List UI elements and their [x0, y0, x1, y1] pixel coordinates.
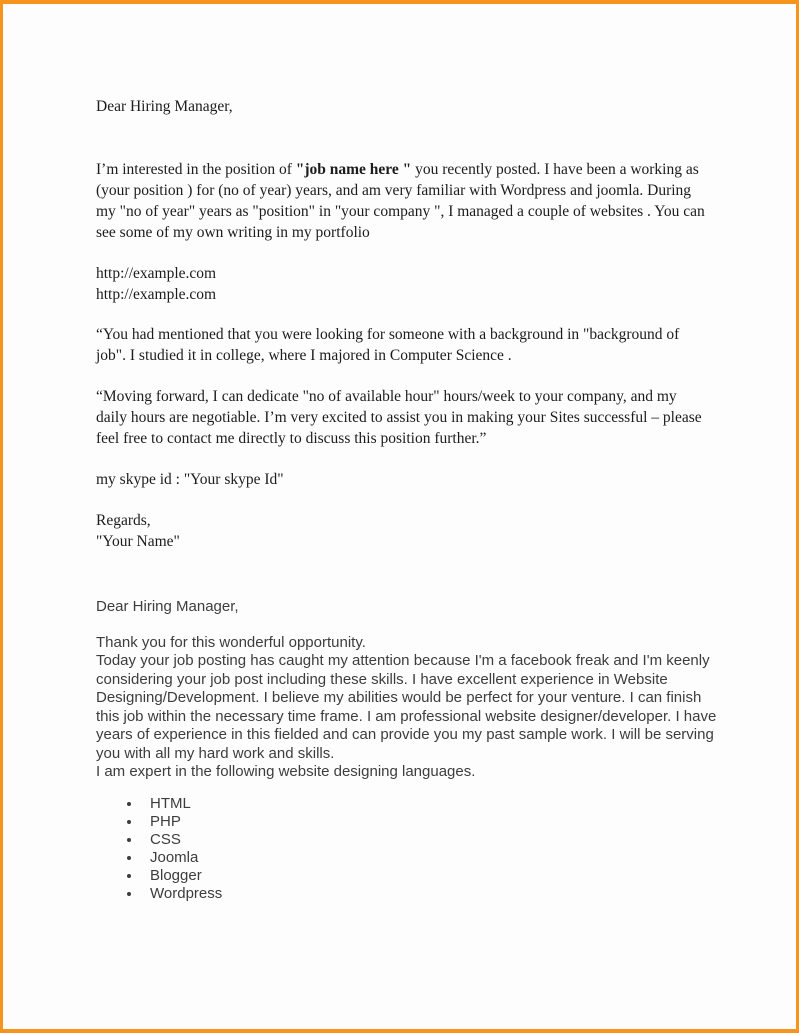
skill-item-wordpress: • Wordpress [142, 885, 718, 903]
signature-name: "Your Name" [96, 533, 180, 550]
skill-item-blogger: • Blogger [142, 867, 718, 885]
signature-block [96, 510, 708, 552]
intro-paragraph [96, 159, 708, 243]
body-paragraph: Today your job posting has caught my attention because I'm a facebook freak and I'm keenly considering your job post including these skills. I have excellent experience in Website Designing/Development. I believe my abilities would be perfect for your venture. I can finish this job within the necessary time frame. I am professional website designer/developer. I have years of experience in this fielded and can provide you my past sample work. I will be serving you with all my hard work and skills. [96, 652, 717, 762]
portfolio-link-1: http://example.com [96, 265, 217, 282]
salutation-line-2: Dear Hiring Manager, [96, 598, 239, 615]
skill-item-php: • PHP [142, 813, 718, 831]
page-content [3, 4, 796, 903]
intro-text-after-bold: you recently posted. I have been a working as (your position ) for (no of year) years, and am very familiar with Wordpress and joomla. During my "no of year" years as "position" in "your company ", I managed a couple of websites . You can see some of my own writing in my portfolio [96, 161, 705, 241]
background-paragraph: “You had mentioned that you were looking for someone with a background in "background of job". I studied it in college, where I majored in Computer Science . [96, 326, 680, 364]
availability-paragraph: “Moving forward, I can dedicate "no of available hour" hours/week to your company, and my daily hours are negotiable. I’m very excited to assist you in making your Sites successful – please feel free to contact me directly to discuss this position further.” [96, 388, 702, 447]
portfolio-links [96, 263, 708, 305]
skills-list [96, 795, 718, 903]
intro-text-before-bold: I’m interested in the position of [96, 161, 296, 178]
expert-line: I am expert in the following website designing languages. [96, 763, 476, 780]
portfolio-link-2: http://example.com [96, 286, 217, 303]
thanks-line: Thank you for this wonderful opportunity. [96, 633, 366, 651]
cover-letter-serif [96, 96, 708, 552]
skype-id-line: my skype id : "Your skype Id" [96, 471, 284, 488]
skill-item-joomla: • Joomla [142, 849, 718, 867]
cover-letter-sans [96, 598, 718, 903]
salutation-line: Dear Hiring Manager, [96, 98, 233, 115]
skill-item-css: • CSS [142, 831, 718, 849]
regards-line: Regards, [96, 512, 151, 529]
job-name-placeholder: "job name here " [295, 161, 412, 178]
skill-item-html: • HTML [142, 795, 718, 813]
